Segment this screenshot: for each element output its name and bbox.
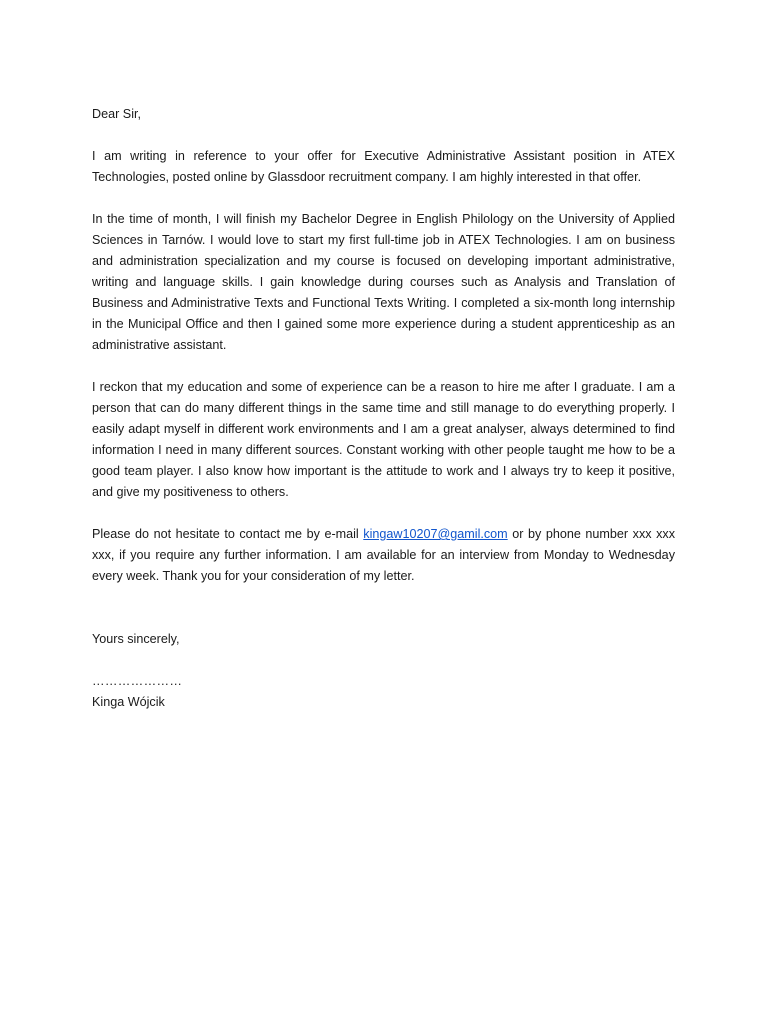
closing: Yours sincerely,: [92, 632, 180, 646]
email-link[interactable]: kingaw10207@gamil.com: [363, 527, 508, 541]
contact-text-after: or by phone number xxx xxx xxx, if you require any further information. I am available for an interview from Monday to Wednesday every week. Thank you for your consideration of my letter.: [92, 527, 675, 583]
signer-name: Kinga Wójcik: [92, 695, 165, 709]
paragraph-qualities: I reckon that my education and some of experience can be a reason to hire me after I graduate. I am a person that can do many different things in the same time and still manage to do everything properly. I easily adapt myself in different work environments and I am a great analyser, always determined to find information I need in many different sources. Constant working with other people taught me how to be a good team player. I also know how important is the attitude to work and I always try to keep it positive, and give my positiveness to others.: [92, 380, 675, 499]
signature-line: …………………: [92, 674, 183, 688]
paragraph-intro: I am writing in reference to your offer for Executive Administrative Assistant position in ATEX Technologies, posted online by Glassdoor recruitment company. I am highly interested in that offer.: [92, 149, 675, 184]
contact-text-before: Please do not hesitate to contact me by e-mail: [92, 527, 364, 541]
paragraph-contact: [92, 524, 675, 587]
letter-page: [92, 104, 675, 713]
salutation: Dear Sir,: [92, 107, 141, 121]
paragraph-education: In the time of month, I will finish my Bachelor Degree in English Philology on the University of Applied Sciences in Tarnów. I would love to start my first full-time job in ATEX Technologies. I am on business and administration specialization and my course is focused on developing important administrative, writing and language skills. I gain knowledge during courses such as Analysis and Translation of Business and Administrative Texts and Functional Texts Writing. I completed a six-month long internship in the Municipal Office and then I gained some more experience during a student apprenticeship as an administrative assistant.: [92, 212, 675, 352]
